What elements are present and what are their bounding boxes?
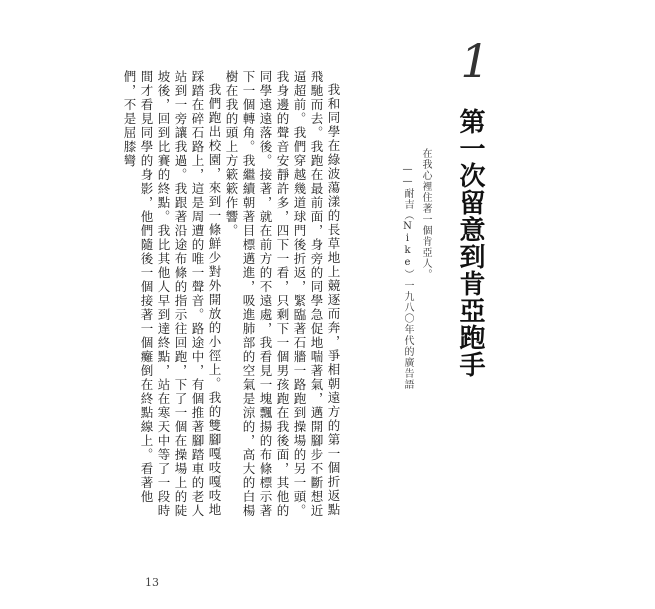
paragraph: 我們跑出校園，來到一條鮮少對外開放的小徑上。我的雙腳嘎吱嘎吱地踩踏在碎石路上，這是周遭的唯一聲音。路途中，有個推著腳踏車的老人站到一旁讓我過。我跟著沿途布條的指示往回跑，下了一個在操場上的陡坡後，回到比賽的終點。我比其他人早到達終點，站在寒天中等了一段時間才看見同學的身影，他們隨後一個接著一個癱倒在終點線上。看著他們，不是屈膝彎 xyxy=(122,70,222,518)
body-text xyxy=(122,70,342,530)
epigraph: 在我心裡住著一個肯亞人。 xyxy=(420,148,431,280)
chapter-number: 1 xyxy=(460,34,490,88)
chapter-title: 第一次留意到肯亞跑手 xyxy=(455,108,485,378)
paragraph: 我和同學在綠波蕩漾的長草地上競逐而奔，爭相朝遠方的第一個折返點飛馳而去。我跑在最前面，身旁的同學急促地喘著氣，邁開腳步不斷想近逼超前。我們穿越幾道球門後折返，緊臨著石牆一路跑到操場的另一頭。我身邊的聲音安靜許多，四下一看，只剩下一個男孩跑在我後面，其他的同學遠遠落後。接著，就在前方的不遠處，我看見一塊飄揚的布條標示著下一個轉角。我繼續朝著目標邁進，吸進肺部的空氣是涼的，高大的白楊樹在我的頭上方簌簌作響。 xyxy=(224,70,341,518)
page-number: 13 xyxy=(145,576,159,589)
epigraph-attribution: ——耐吉（Nike）一九八〇年代的廣告語 xyxy=(402,164,413,390)
